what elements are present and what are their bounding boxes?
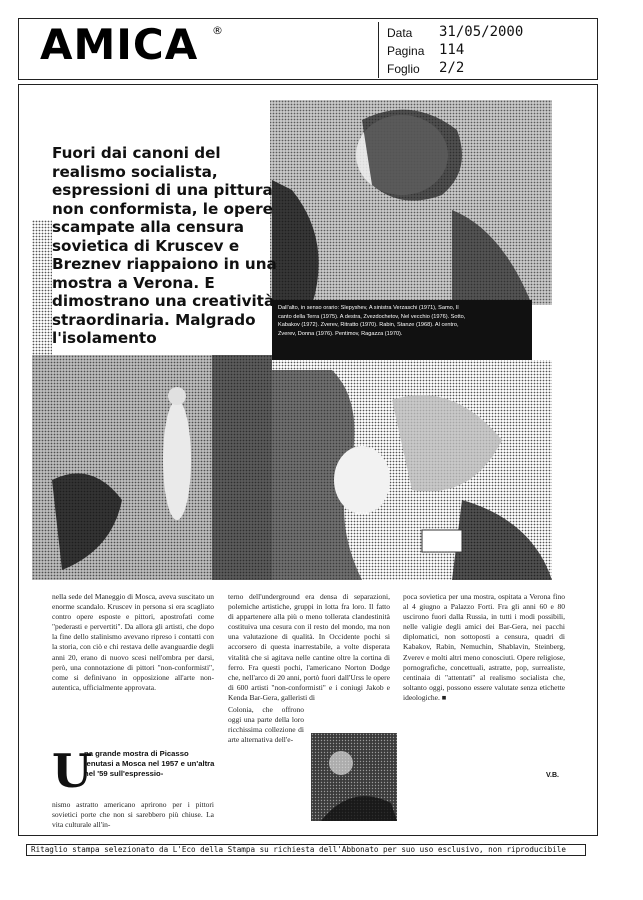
drop-cap: U	[52, 744, 93, 798]
clipping-meta	[378, 22, 595, 78]
clipping-footer-notice: Ritaglio stampa selezionato da L'Eco della Stampa su richiesta dell'Abbonato per suo uso esclusivo, non riproducibile	[26, 844, 586, 856]
painting-surreal	[272, 360, 552, 580]
column-2-narrow-text: Colonia, che offrono oggi una parte della loro ricchissima collezione di arte alternativa dell'e-	[228, 705, 304, 745]
sheet-label: Foglio	[387, 62, 420, 76]
article-headline: Fuori dai canoni del realismo socialista, espressioni di una pittura non conformista, le opere scampate alla censura sovietica di Kruscev e Breznev riappaiono in una mostra a Verona. E dimostrano una creatività straordinaria. Malgrado l'isolamento	[52, 144, 277, 347]
author-signature: V.B.	[546, 772, 559, 779]
painting-face	[270, 100, 552, 305]
date-label: Data	[387, 26, 413, 40]
column-3-text: poca sovietica per una mostra, ospitata a Verona fino al 4 giugno a Palazzo Forti. Fra gli anni 60 e 80 uscirono fuori dalla Russia, in tutti i modi possibili, nelle valigie degli amici dei Bar-Gera, nei pacchi diplomatici, non sottoposti a censura, quadri di Kabakov, Rabin, Nemuchin, Shablavin, Steinberg, Zverev e molti altri meno conosciuti. Opere religiose, pornografiche, concettuali, astratte, pop, surrealiste, centinaia di "attentati" al realismo socialista che, soltanto oggi, possono essere valutate senza etichette ideologiche. ■	[403, 592, 565, 702]
publication-logo: AMICA	[40, 20, 199, 69]
column-1-continuation: nismo astratto americano aprirono per i pittori sovietici porte che non si sarebbero più chiuse. La vita culturale all'in-	[52, 800, 214, 830]
subheading: na grande mostra di Picasso tenutasi a Mosca nel 1957 e un'altra nel '59 sull'espressio-	[84, 749, 215, 778]
sheet-value: 2/2	[439, 60, 465, 76]
column-2-text: terno dell'underground era densa di separazioni, polemiche artistiche, gruppi in lotta fra loro. Il fatto di appartenere alla più o meno tollerata clandestinità costituiva una cesura con il resto del mondo, ma non una valutazione di qualità. In Occidente pochi si accorsero di questa inarrestabile, a volte disperata vitalità che si agitava nelle cantine oltre la cortina di ferro. Fra questi pochi, l'americano Norton Dodge che, nell'arco di 20 anni, portò fuori dall'Urss le opere di 600 artisti "non-conformisti" e i coniugi Jakob e Kenda Bar-Gera, galleristi di	[228, 592, 390, 702]
page-value: 114	[439, 42, 465, 58]
image-caption: Dall'alto, in senso orario: Slepyshev, A sinistra Verzaschi (1971), Samo, Il canto della Terra (1975). A destra, Zvezdochetov, Nel vecchio (1976). Sotto, Kabakov (1972). Zverev, Ritratto (1970). Rabin, Stanze (1968). Al centro, Zverev, Donna (1976). Pentimov, Ragazza (1970).	[278, 305, 466, 337]
page-label: Pagina	[387, 44, 425, 58]
painting-nude	[32, 355, 272, 580]
date-value: 31/05/2000	[439, 24, 524, 40]
column-1-text: nella sede del Maneggio di Mosca, aveva suscitato un enorme scandalo. Kruscev in persona si era scagliato contro opere esposte e pittori, apostrofati come "pederasti e pervertiti". Da allora gli artisti, che dopo la fine dello stalinismo avevano ripreso i contatti con la storia, con ciò e chi restava delle avanguardie degli anni 20, erano di nuovo scesi nell'ombra per darsi, però, una connotazione di pittori "non-conformisti", come si definivano in opposizione all'arte non-autentica, ufficialmente approvata.	[52, 592, 214, 692]
painting-thumbnail	[311, 733, 397, 821]
registered-mark: ®	[212, 24, 223, 37]
